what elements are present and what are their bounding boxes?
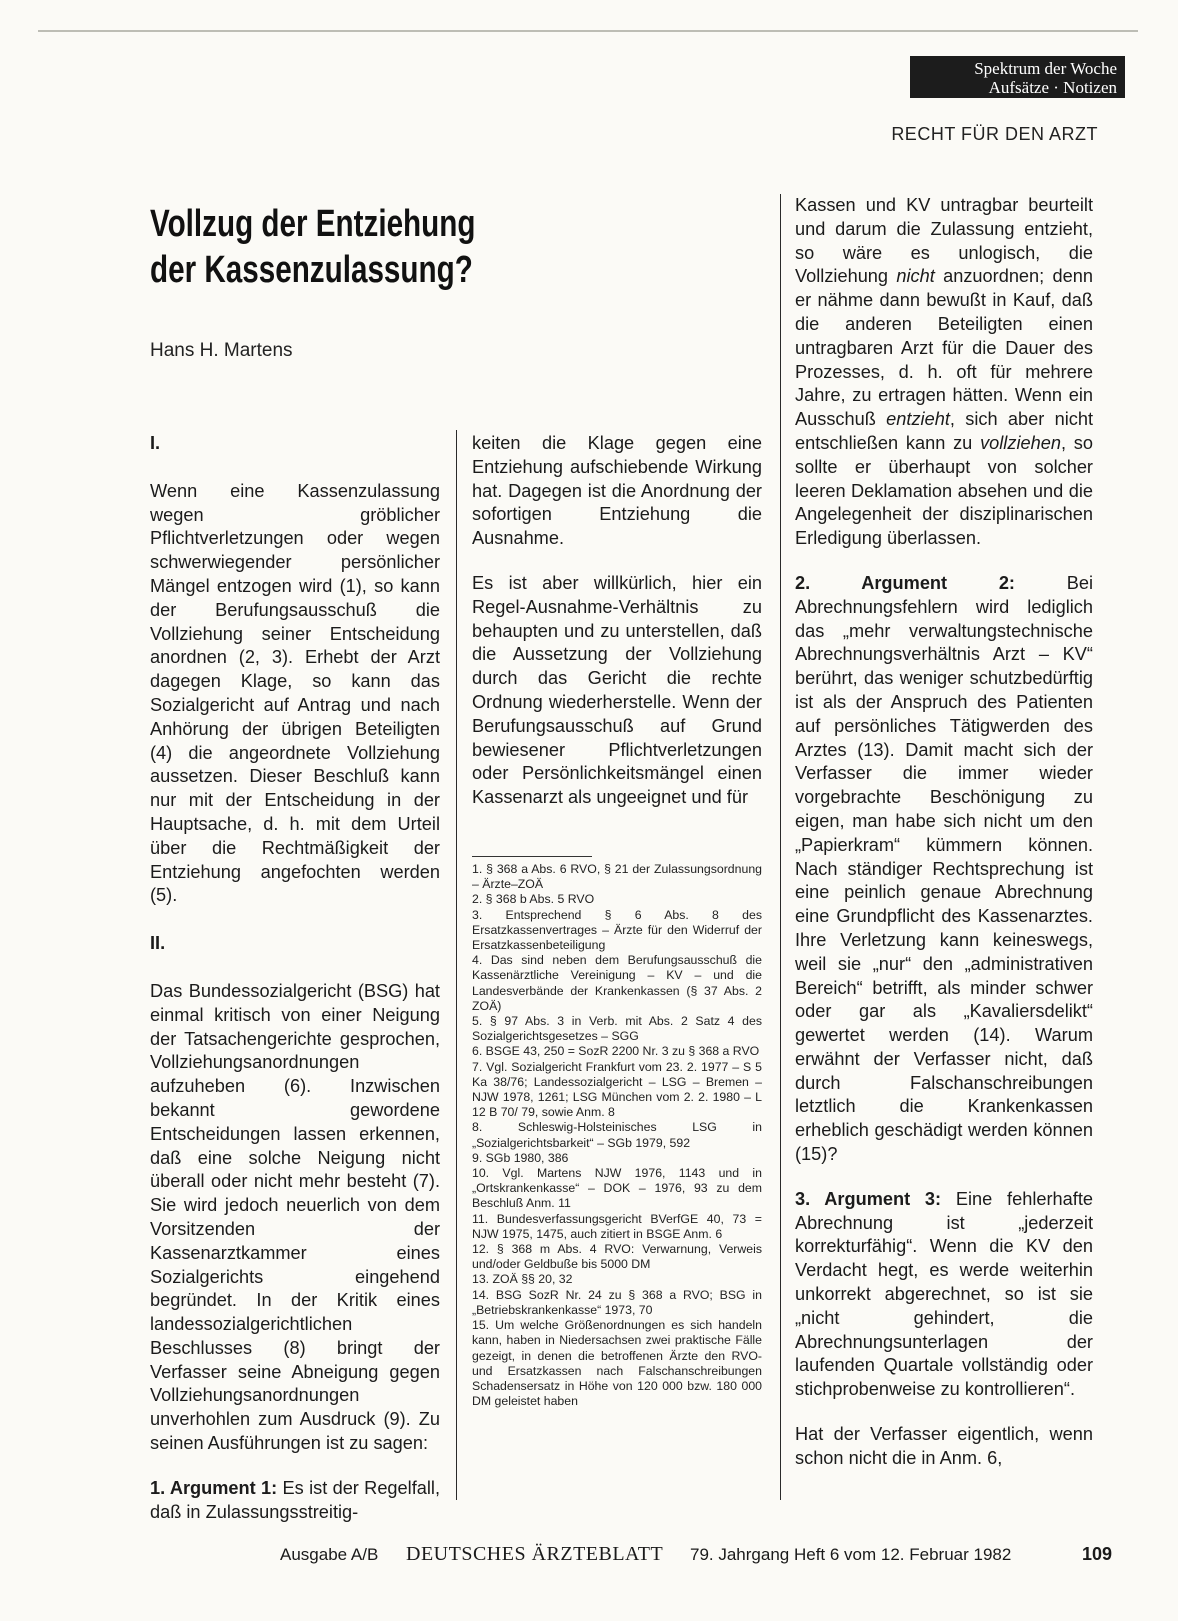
badge-line-1: Spektrum der Woche: [974, 59, 1117, 78]
footnote: 13. ZOÄ §§ 20, 32: [472, 1272, 573, 1287]
footnote: 11. Bundesverfassungsgericht BVerfGE 40, 73 = NJW 1975, 1475, auch zitiert in BSGE Anm. 6: [472, 1211, 762, 1241]
paragraph: [795, 194, 1093, 551]
text-column-3: [795, 194, 1093, 1492]
argument-2-label: 2. Argument 2:: [795, 572, 1015, 593]
paragraph: Das Bundessozialgericht (BSG) hat einmal kritisch von einer Neigung der Tatsachengerichte gesprochen, Vollziehungsanordnungen aufzuheben (6). Inzwischen bekannt gewordene Entscheidungen lassen erkennen, daß eine solche Neigung nicht überall oder nicht mehr besteht (7). Sie wird jedoch neuerlich von dem Vorsitzenden der Kassenarztkammer eines Sozialgerichts eingehend begründet. In der Kritik eines landessozialgerichtlichen Beschlusses (8) bringt der Verfasser seine Abneigung gegen Vollziehungsanordnungen unverhohlen zum Ausdruck (9). Zu seinen Ausführungen ist zu sagen:: [150, 980, 440, 1454]
paragraph: keiten die Klage gegen eine Entziehung aufschiebende Wirkung hat. Dagegen ist die Anordnung der sofortigen Entziehung die Ausnahme.: [472, 433, 762, 549]
footnote: 3. Entsprechend § 6 Abs. 8 des Ersatzkassenvertrages – Ärzte für den Widerruf der Ersatzkassenbeteiligung: [472, 907, 762, 953]
footnote: 10. Vgl. Martens NJW 1976, 1143 und in „Ortskrankenkasse“ – DOK – 1976, 93 zu dem Beschluß Anm. 11: [472, 1166, 762, 1211]
column-divider-1: [456, 430, 457, 1500]
text-column-1: [150, 432, 440, 1545]
emphasis: nicht: [896, 266, 935, 287]
article-title: [150, 201, 587, 293]
footer-issue-info: 79. Jahrgang Heft 6 vom 12. Februar 1982: [690, 1545, 1012, 1564]
section-label: RECHT FÜR DEN ARZT: [891, 124, 1098, 144]
text-column-2: [472, 432, 762, 831]
footnotes: [472, 862, 762, 1409]
footnote: 4. Das sind neben dem Berufungsausschuß die Kassenärztliche Vereinigung – KV – und die Landesverbände der Krankenkassen (§ 37 Abs. 2 ZOÄ): [472, 953, 762, 1013]
section-heading-2: II.: [150, 933, 166, 954]
footnote: 6. BSGE 43, 250 = SozR 2200 Nr. 3 zu § 368 a RVO: [472, 1044, 760, 1059]
paragraph: Hat der Verfasser eigentlich, wenn schon nicht die in Anm. 6,: [795, 1424, 1093, 1468]
page-number: 109: [1082, 1544, 1113, 1564]
column-divider-2: [780, 194, 781, 1500]
argument-1-paragraph: [150, 1477, 440, 1525]
title-line-2: der Kassenzulassung?: [150, 249, 473, 291]
text-run: , sich aber nicht entschließen kann zu: [795, 409, 1093, 453]
argument-1-text: Es ist der Regelfall, daß in Zulassungsstreitig-: [150, 1477, 441, 1522]
footnote: 1. § 368 a Abs. 6 RVO, § 21 der Zulassungsordnung – Ärzte–ZOÄ: [472, 862, 762, 892]
argument-2-paragraph: [795, 572, 1093, 1167]
section-badge: [910, 56, 1125, 98]
footnote: 9. SGb 1980, 386: [472, 1150, 569, 1165]
badge-line-2: Aufsätze · Notizen: [988, 78, 1117, 97]
argument-3-text: Eine fehlerhafte Abrechnung ist „jederzeit korrekturfähig“. Wenn die KV den Verdacht hegt, es werde weiterhin unkorrekt abgerechnet, so ist sie „nicht gehindert, die Abrechnungsunterlagen der laufenden Quartale vollständig oder stichprobenweise zu kontrollieren“.: [795, 1188, 1093, 1400]
emphasis: entzieht: [886, 409, 950, 430]
footnote: 8. Schleswig-Holsteinisches LSG in „Sozialgerichtsbarkeit“ – SGb 1979, 592: [472, 1120, 762, 1150]
footnote: 5. § 97 Abs. 3 in Verb. mit Abs. 2 Satz 4 des Sozialgerichtsgesetzes – SGG: [472, 1014, 762, 1044]
footnote: 2. § 368 b Abs. 5 RVO: [472, 892, 595, 907]
author-name: Hans H. Martens: [150, 340, 293, 361]
argument-1-label: 1. Argument 1:: [150, 1477, 278, 1498]
page-footer: [0, 1543, 1178, 1573]
text-run: anzuordnen; denn er nähme dann bewußt in Kauf, daß die anderen Beteiligten einen untragbaren Arzt für die Dauer des Prozesses, d. h. oft für mehrere Jahre, zu ertragen hätten. Wenn ein Ausschuß: [795, 266, 1093, 430]
text-run: , so sollte er überhaupt von solcher leeren Deklamation absehen und die Angelegenheit der disziplinarischen Erledigung überlassen.: [795, 432, 1093, 549]
footer-edition: Ausgabe A/B: [280, 1545, 379, 1564]
text-run: Kassen und KV untragbar beurteilt und darum die Zulassung entzieht, so wäre es unlogisch, die Vollziehung: [795, 195, 1093, 287]
top-rule: [38, 30, 1138, 32]
footer-journal: DEUTSCHES ÄRZTEBLATT: [406, 1543, 664, 1565]
argument-3-label: 3. Argument 3:: [795, 1188, 942, 1209]
footnote: 7. Vgl. Sozialgericht Frankfurt vom 23. 2. 1977 – S 5 Ka 38/76; Landessozialgericht – LSG – Bremen – NJW 1978, 1261; LSG München vom 2. 2. 1980 – L 12 B 70/ 79, sowie Anm. 8: [472, 1059, 762, 1120]
footnote: 14. BSG SozR Nr. 24 zu § 368 a RVO; BSG in „Betriebskrankenkasse“ 1973, 70: [472, 1287, 762, 1317]
argument-3-paragraph: [795, 1188, 1093, 1402]
section-heading-1: I.: [150, 433, 161, 453]
argument-2-text: Bei Abrechnungsfehlern wird lediglich das „mehr verwaltungstechnische Abrechnungsverhältnis Arzt – KV“ berührt, das weniger schutzbedürftig ist als der Anspruch des Patienten auf persönliches Tätigwerden des Arztes (13). Damit macht sich der Verfasser die immer wieder vorgebrachte Beschönigung zu eigen, man habe sich nicht um den „Papierkram“ kümmern können. Nach ständiger Rechtsprechung ist eine peinlich genaue Abrechnung eine Grundpflicht des Kassenarztes. Ihre Verletzung kann keineswegs, weil sie „nur“ den „administrativen Bereich“ betrifft, als minder schwer oder gar als „Kavaliersdelikt“ gewertet werden (14). Warum erwähnt der Verfasser nicht, daß durch Falschanschreibungen letztlich die Krankenkassen erheblich geschädigt werden können (15)?: [795, 572, 1094, 1165]
paragraph: Wenn eine Kassenzulassung wegen gröblicher Pflichtverletzungen oder wegen schwerwiegender persönlicher Mängel entzogen wird (1), so kann der Berufungsausschuß die Vollziehung seiner Entscheidung anordnen (2, 3). Erhebt der Arzt dagegen Klage, so kann das Sozialgericht auf Antrag und nach Anhörung der übrigen Beteiligten (4) die angeordnete Vollziehung aussetzen. Dieser Beschluß kann nur mit der Entscheidung in der Hauptsache, d. h. mit dem Urteil über die Rechtmäßigkeit der Entziehung angefochten werden (5).: [150, 480, 440, 906]
footnote-rule: [472, 856, 592, 857]
paragraph: Es ist aber willkürlich, hier ein Regel-Ausnahme-Verhältnis zu behaupten und zu unterstellen, daß die Aussetzung der Vollziehung durch das Gericht die rechte Ordnung wiederherstelle. Wenn der Berufungsausschuß auf Grund bewiesener Pflichtverletzungen oder Persönlichkeitsmängel einen Kassenarzt als ungeeignet und für: [472, 572, 762, 808]
footnote: 12. § 368 m Abs. 4 RVO: Verwarnung, Verweis und/oder Geldbuße bis 5000 DM: [472, 1242, 762, 1272]
title-line-1: Vollzug der Entziehung: [150, 203, 476, 245]
footnote: 15. Um welche Größenordnungen es sich handeln kann, haben in Niedersachsen zwei praktische Fälle gezeigt, in denen die betroffenen Ärzte den RVO- und Ersatzkassen nach Falschanschreibungen Schadensersatz in Höhe von 120 000 bzw. 180 000 DM geleistet haben: [472, 1318, 762, 1409]
emphasis: vollziehen: [980, 432, 1061, 453]
